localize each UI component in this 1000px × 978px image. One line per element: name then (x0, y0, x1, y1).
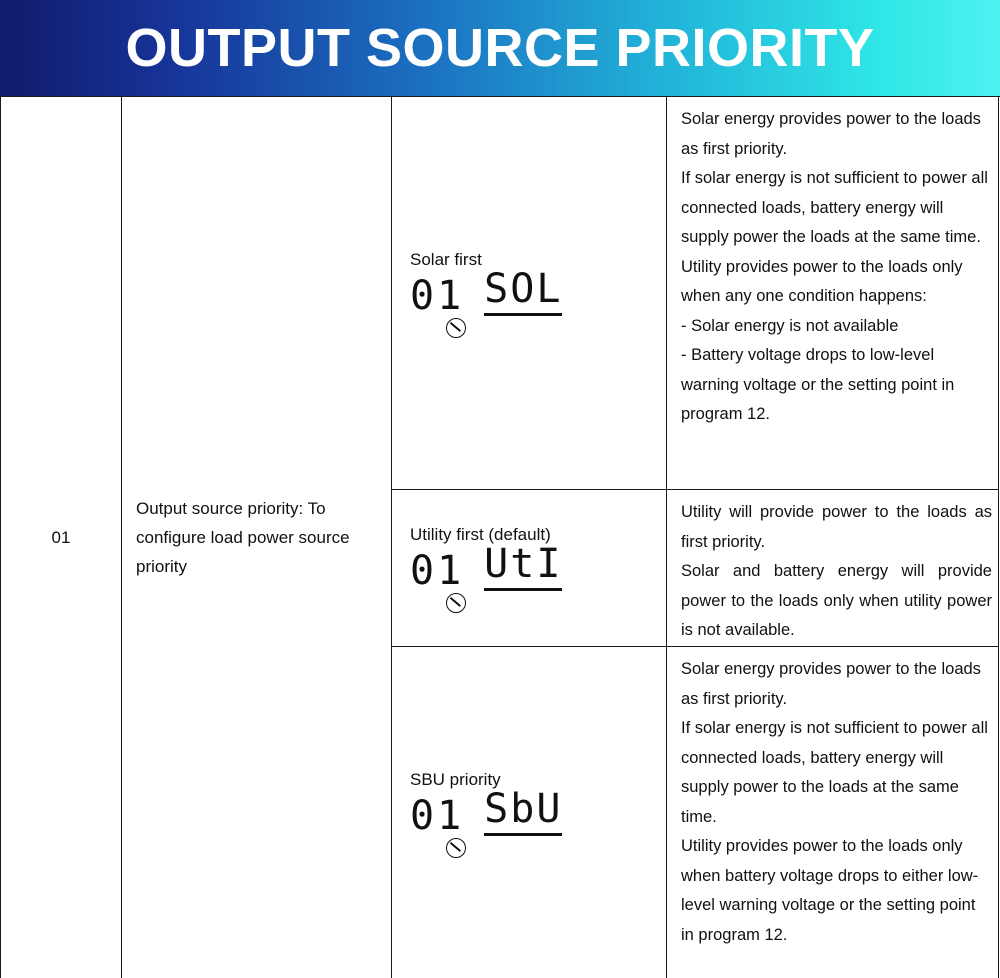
option-display-solar-first (392, 97, 667, 489)
detail-line: Solar energy provides power to the loads as first priority. (681, 110, 981, 158)
option-row-solar-first (392, 97, 998, 490)
options-column (392, 97, 999, 978)
lcd-display (410, 541, 666, 611)
option-label: Utility first (default) (410, 525, 551, 545)
lcd-digits: 01 (410, 792, 465, 839)
lcd-stack (410, 541, 563, 611)
lcd-digits: 01 (410, 273, 465, 320)
detail-line: If solar energy is not sufficient to power all connected loads, battery energy will supply power the loads at the same time. (681, 169, 988, 246)
detail-line: If solar energy is not sufficient to power all connected loads, battery energy will supply power to the loads at the same time. (681, 719, 988, 826)
lcd-display (410, 266, 666, 336)
lcd-icon-row (410, 318, 562, 336)
option-label: SBU priority (410, 769, 501, 789)
lcd-word: SbU (484, 789, 562, 836)
option-detail-utility-first (667, 490, 998, 646)
settings-table (0, 96, 1000, 978)
detail-line: - Battery voltage drops to low-level warning voltage or the setting point in program 12. (681, 346, 955, 423)
page-title: OUTPUT SOURCE PRIORITY (125, 18, 875, 78)
lcd-row (410, 266, 563, 320)
lcd-row (410, 785, 563, 839)
detail-line: Utility will provide power to the loads as first priority. (681, 503, 992, 551)
clock-icon (446, 838, 466, 858)
lcd-row (410, 541, 563, 595)
option-detail-sbu-priority (667, 647, 998, 978)
program-id-value: 01 (51, 527, 71, 547)
lcd-stack (410, 266, 563, 336)
lcd-digits: 01 (410, 548, 465, 595)
detail-line: Solar energy provides power to the loads as first priority. (681, 660, 981, 708)
option-row-utility-first (392, 490, 998, 647)
option-display-sbu-priority (392, 647, 667, 978)
option-detail-solar-first (667, 97, 998, 489)
program-description-cell (122, 97, 392, 978)
page-banner (0, 0, 1000, 96)
lcd-word: UtI (484, 544, 562, 591)
program-description-text: Output source priority: To configure load power source priority (136, 499, 350, 576)
detail-line: - Solar energy is not available (681, 316, 899, 335)
lcd-icon-row (410, 838, 562, 856)
program-id-cell (0, 97, 122, 978)
lcd-word: SOL (484, 269, 562, 316)
lcd-stack (410, 785, 563, 856)
detail-line: Utility provides power to the loads only when any one condition happens: (681, 257, 963, 305)
option-label: Solar first (410, 250, 482, 270)
lcd-display (410, 785, 666, 856)
clock-icon (446, 593, 466, 613)
option-row-sbu-priority (392, 647, 998, 978)
clock-icon (446, 318, 466, 338)
lcd-icon-row (410, 593, 562, 611)
detail-line: Solar and battery energy will provide power to the loads only when utility power is not available. (681, 562, 992, 640)
detail-line: Utility provides power to the loads only when battery voltage drops to either low-level warning voltage or the setting point in program 12. (681, 837, 979, 944)
option-display-utility-first (392, 490, 667, 646)
